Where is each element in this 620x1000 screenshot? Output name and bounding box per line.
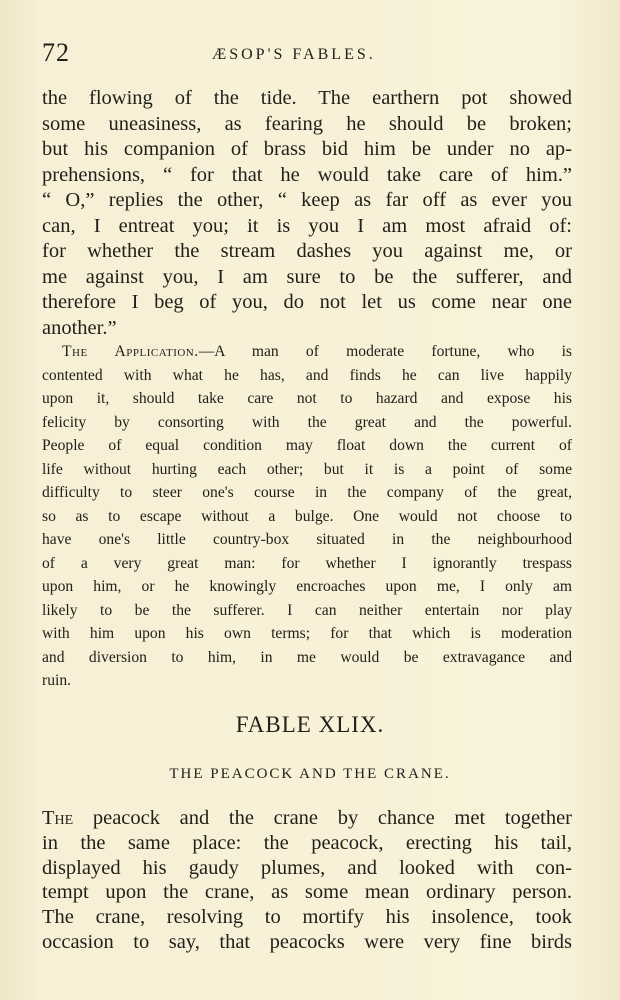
new-fable-text: [42, 806, 572, 955]
text-line: upon it, should take care not to hazard and expose his: [42, 390, 572, 407]
running-title: ÆSOP'S FABLES.: [212, 46, 376, 63]
text-line: prehensions, “ for that he would take care of him.”: [42, 163, 572, 186]
text-line: have one's little country-box situated in the neighbourhood: [42, 531, 572, 548]
text-line: me against you, I am sure to be the sufferer, and: [42, 265, 572, 288]
fable-subheading: THE PEACOCK AND THE CRANE.: [169, 766, 451, 782]
text-line: displayed his gaudy plumes, and looked with con-: [42, 856, 572, 879]
application-paragraph: [42, 340, 572, 693]
text-line: in the same place: the peacock, erecting his tail,: [42, 831, 572, 854]
text-line: The crane, resolving to mortify his insolence, took: [42, 906, 572, 929]
text-line: the flowing of the tide. The earthern pot showed: [42, 87, 572, 109]
page-number: 72: [42, 38, 70, 67]
fable-continuation-text: [42, 86, 572, 341]
text-line: but his companion of brass bid him be under no ap-: [42, 138, 572, 160]
text-line: and diversion to him, in me would be extravagance and: [42, 648, 572, 666]
text-line: contented with what he has, and finds he can live happily: [42, 366, 572, 384]
text-line: therefore I beg of you, do not let us come near one: [42, 291, 572, 313]
text-line: another.”: [42, 316, 117, 339]
text-line: can, I entreat you; it is you I am most afraid of:: [42, 214, 572, 237]
text-line: occasion to say, that peacocks were very fine birds: [42, 930, 572, 953]
text-line: tempt upon the crane, as some mean ordinary person.: [42, 881, 572, 904]
text-line: “ O,” replies the other, “ keep as far off as ever you: [42, 189, 572, 211]
application-first-line-text: —A man of moderate fortune, who is: [198, 343, 572, 360]
text-line: felicity by consorting with the great and the powerful.: [42, 413, 572, 431]
new-fable-first-line-text: peacock and the crane by chance met together: [73, 807, 572, 829]
text-line: so as to escape without a bulge. One would not choose to: [42, 507, 572, 525]
lead-word: The: [42, 807, 74, 829]
text-line: life without hurting each other; but it is a point of some: [42, 460, 572, 478]
text-line: difficulty to steer one's course in the company of the great,: [42, 484, 572, 501]
text-line: ruin.: [42, 672, 72, 689]
text-line: upon him, or he knowingly encroaches upon me, I only am: [42, 578, 572, 595]
application-label: The Application.: [62, 343, 199, 360]
text-line: of a very great man: for whether I ignorantly trespass: [42, 554, 572, 572]
new-fable-first-line: [42, 806, 572, 831]
text-line: People of equal condition may float down the current of: [42, 437, 572, 454]
fable-heading: FABLE XLIX.: [235, 712, 385, 737]
running-head: [42, 38, 574, 78]
application-first-line: [42, 340, 572, 364]
text-line: for whether the stream dashes you against me, or: [42, 240, 572, 262]
text-line: likely to be the sufferer. I can neither entertain nor play: [42, 601, 572, 619]
text-line: some uneasiness, as fearing he should be broken;: [42, 112, 572, 135]
text-line: with him upon his own terms; for that which is moderation: [42, 625, 572, 642]
